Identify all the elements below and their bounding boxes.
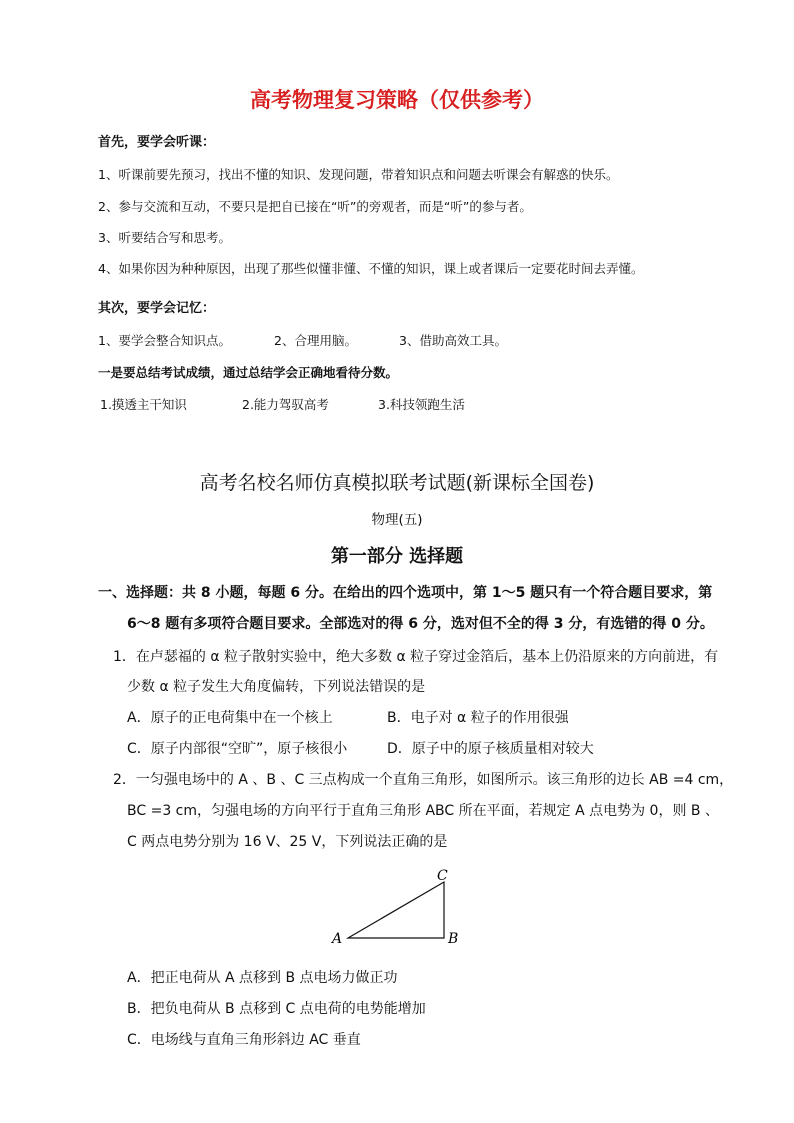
- exam-title: 高考名校名师仿真模拟联考试题(新课标全国卷): [199, 472, 595, 494]
- section1-heading: 首先，要学会听课：: [98, 135, 216, 150]
- instructions-line-1: 一、选择题：共 8 小题，每题 6 分。在给出的四个选项中，第 1～5 题只有一个符合题目要求，第: [98, 585, 713, 601]
- section1-item-4: 4、如果你因为种种原因，出现了那些似懂非懂、不懂的知识，课上或者课后一定要花时间去弄懂。: [98, 261, 644, 276]
- triangle-abc: [348, 882, 444, 938]
- section2-heading: 其次，要学会记忆：: [98, 301, 216, 316]
- summary-line: 一是要总结考试成绩，通过总结学会正确地看待分数。: [98, 365, 399, 380]
- exam-subtitle: 物理(五): [371, 512, 423, 528]
- q1-line-2: 少数 α 粒子发生大角度偏转，下列说法错误的是: [127, 679, 426, 695]
- vertex-label-a: A: [332, 931, 343, 947]
- q1-option-c: C．原子内部很“空旷”，原子核很小: [127, 741, 348, 757]
- q2-line-1: 2．一匀强电场中的 A 、B 、C 三点构成一个直角三角形，如图所示。该三角形的边长 AB =4 cm，: [113, 772, 734, 788]
- q1-line-1: 1．在卢瑟福的 α 粒子散射实验中，绝大多数 α 粒子穿过金箔后，基本上仍沿原来的方向前进，有: [113, 649, 719, 665]
- right-triangle-figure: [326, 866, 466, 948]
- section2-item-3: 3、借助高效工具。: [399, 333, 507, 348]
- section1-item-2: 2、参与交流和互动，不要只是把自已接在“听”的旁观者，而是“听”的参与者。: [98, 199, 532, 214]
- q2-option-c: C．电场线与直角三角形斜边 AC 垂直: [127, 1032, 361, 1048]
- instructions-line-2: 6～8 题有多项符合题目要求。全部选对的得 6 分，选对但不全的得 3 分，有选错的得 0 分。: [127, 616, 714, 632]
- q1-option-d: D．原子中的原子核质量相对较大: [387, 741, 594, 757]
- section1-item-1: 1、听课前要先预习，找出不懂的知识、发现问题，带着知识点和问题去听课会有解惑的快乐。: [98, 167, 619, 182]
- summary-item-3: 3.科技领跑生活: [378, 397, 465, 412]
- section2-item-1: 1、要学会整合知识点。: [98, 333, 231, 348]
- strategy-title: 高考物理复习策略（仅供参考）: [250, 88, 544, 112]
- q1-option-b: B．电子对 α 粒子的作用很强: [387, 710, 569, 726]
- q1-option-a: A．原子的正电荷集中在一个核上: [127, 710, 333, 726]
- part-title: 第一部分 选择题: [330, 546, 464, 567]
- summary-item-2: 2.能力驾驭高考: [242, 397, 329, 412]
- q2-line-3: C 两点电势分别为 16 V、25 V，下列说法正确的是: [127, 834, 448, 850]
- q2-line-2: BC =3 cm，匀强电场的方向平行于直角三角形 ABC 所在平面，若规定 A 点电势为 0，则 B 、: [127, 803, 719, 819]
- vertex-label-c: C: [437, 868, 448, 884]
- vertex-label-b: B: [448, 931, 459, 947]
- summary-item-1: 1.摸透主干知识: [100, 397, 187, 412]
- section1-item-3: 3、听要结合写和思考。: [98, 230, 231, 245]
- section2-item-2: 2、合理用脑。: [274, 333, 357, 348]
- q2-option-b: B．把负电荷从 B 点移到 C 点电荷的电势能增加: [127, 1001, 426, 1017]
- q2-option-a: A．把正电荷从 A 点移到 B 点电场力做正功: [127, 970, 398, 986]
